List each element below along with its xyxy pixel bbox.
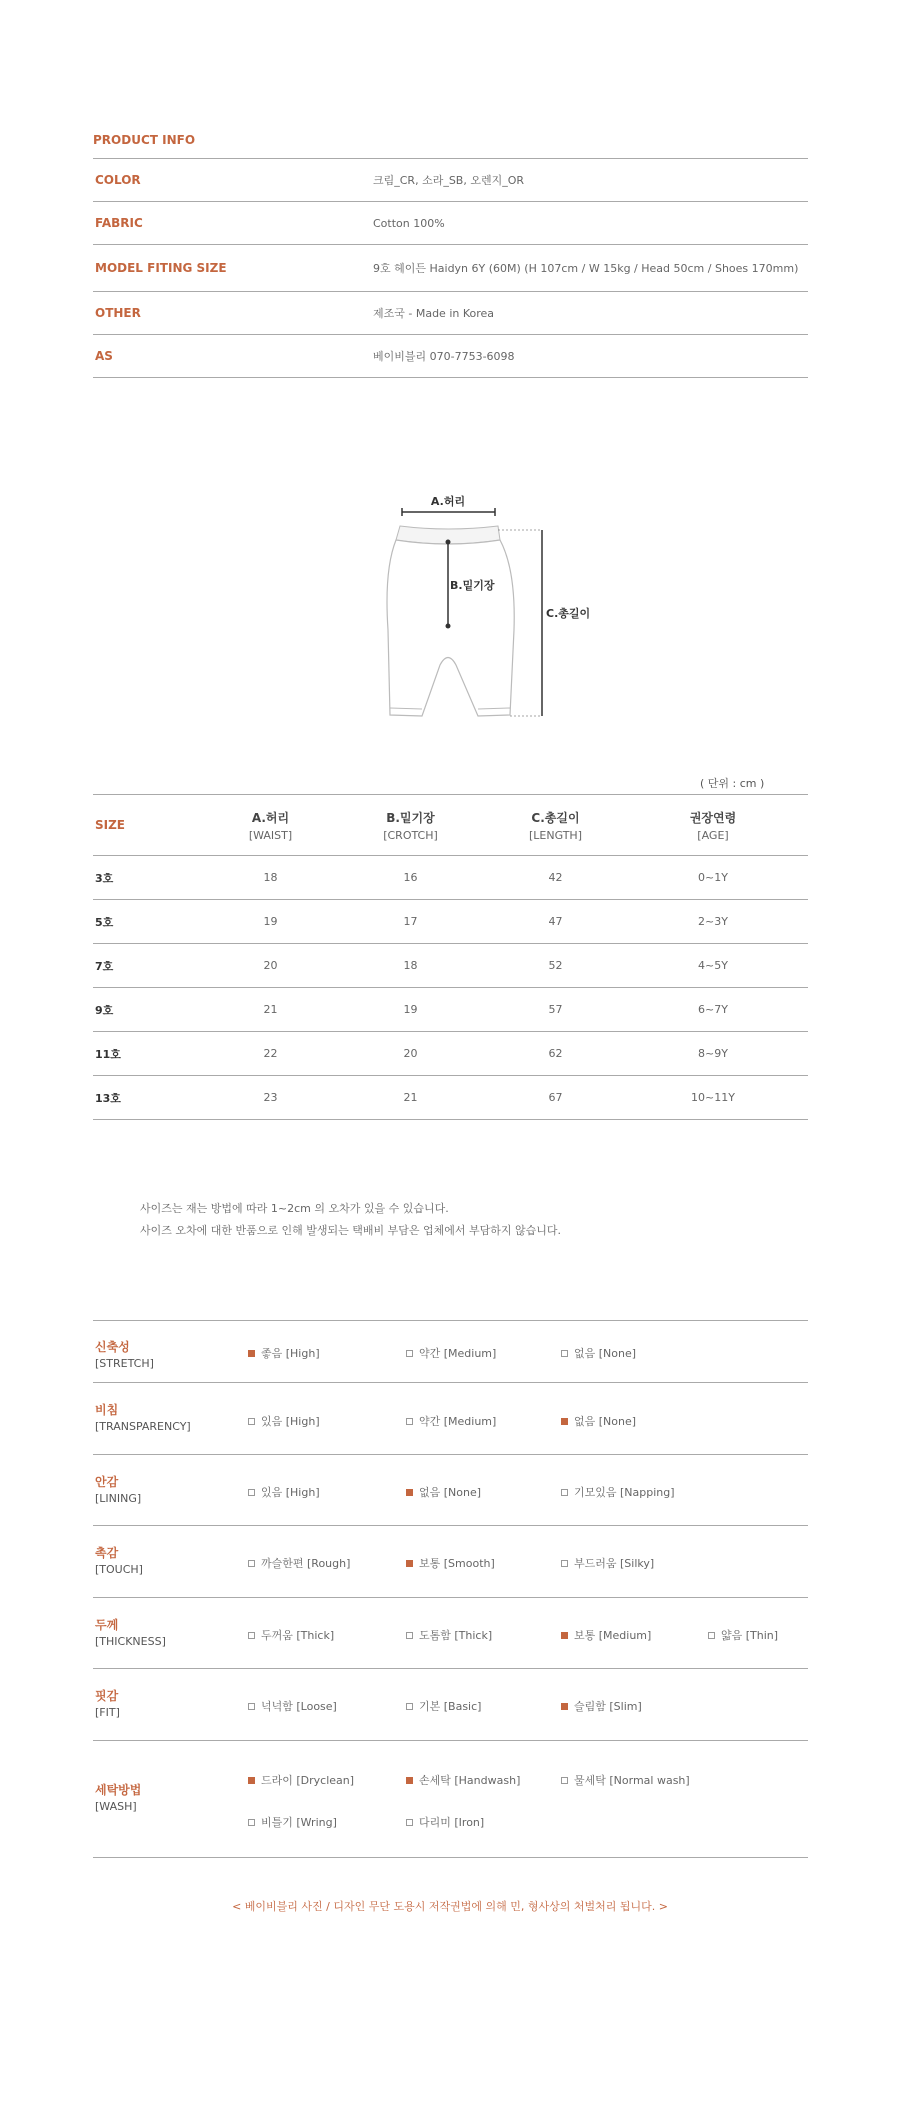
info-value: 크림_CR, 소라_SB, 오렌지_OR <box>373 174 525 187</box>
empty-square-icon <box>561 1489 568 1496</box>
attr-row-touch <box>93 1526 808 1598</box>
attr-option: 도톰함 [Thick] <box>406 1627 492 1643</box>
attr-option: 물세탁 [Normal wash] <box>561 1772 690 1788</box>
empty-square-icon <box>248 1819 255 1826</box>
info-row-other <box>93 292 808 335</box>
table-row: 3호 18 16 42 0~1Y <box>93 856 808 900</box>
attr-option: 비틀기 [Wring] <box>248 1814 337 1830</box>
attr-option: 보통 [Medium] <box>561 1627 651 1643</box>
table-row: 5호 19 17 47 2~3Y <box>93 900 808 944</box>
attr-option: 좋음 [High] <box>248 1345 320 1361</box>
checked-square-icon <box>561 1418 568 1425</box>
label-length: C.총길이 <box>546 607 591 620</box>
info-label: MODEL FITING SIZE <box>95 261 227 275</box>
empty-square-icon <box>406 1703 413 1710</box>
attr-row-stretch <box>93 1321 808 1383</box>
pants-cuffs <box>390 708 510 709</box>
attr-option: 없음 [None] <box>561 1345 636 1361</box>
attr-option: 부드러움 [Silky] <box>561 1555 654 1571</box>
info-row-model-size <box>93 245 808 292</box>
attr-label: 세탁방법 [WASH] <box>95 1783 142 1813</box>
product-info-title: PRODUCT INFO <box>93 125 808 159</box>
info-label: AS <box>95 349 113 363</box>
pants-measurement-diagram <box>370 490 600 730</box>
info-value: 제조국 - Made in Korea <box>373 307 495 320</box>
attr-option: 슬림함 [Slim] <box>561 1698 642 1714</box>
info-value: 베이비블리 070-7753-6098 <box>373 350 515 363</box>
attr-label: 촉감 [TOUCH] <box>95 1546 143 1576</box>
empty-square-icon <box>248 1632 255 1639</box>
attr-option: 두꺼움 [Thick] <box>248 1627 334 1643</box>
attr-option: 없음 [None] <box>406 1484 481 1500</box>
header-size: SIZE <box>95 818 126 832</box>
attr-row-thickness <box>93 1598 808 1669</box>
attr-option: 있음 [High] <box>248 1413 320 1429</box>
empty-square-icon <box>248 1703 255 1710</box>
attr-row-fit <box>93 1669 808 1741</box>
checked-square-icon <box>561 1632 568 1639</box>
crotch-measure-dot <box>446 624 451 629</box>
note-line: 사이즈 오차에 대한 반품으로 인해 발생되는 택배비 부담은 업체에서 부담하지 않습니다. <box>140 1224 561 1237</box>
label-waist: A.허리 <box>430 495 466 508</box>
pants-outline <box>387 540 514 716</box>
empty-square-icon <box>406 1632 413 1639</box>
header-length: C.총길이 [LENGTH] <box>528 810 582 842</box>
attr-option: 넉넉함 [Loose] <box>248 1698 337 1714</box>
attr-row-transparency <box>93 1383 808 1455</box>
product-info-section <box>93 125 808 378</box>
info-value: 9호 헤이든 Haidyn 6Y (60M) (H 107cm / W 15kg / Head 50cm / Shoes 170mm) <box>373 262 799 275</box>
attr-option: 있음 [High] <box>248 1484 320 1500</box>
table-row: 7호 20 18 52 4~5Y <box>93 944 808 988</box>
size-notes <box>140 1198 561 1242</box>
empty-square-icon <box>406 1418 413 1425</box>
attr-row-lining <box>93 1455 808 1526</box>
empty-square-icon <box>406 1350 413 1357</box>
attr-label: 두께 [THICKNESS] <box>95 1618 166 1648</box>
note-line: 사이즈는 재는 방법에 따라 1~2cm 의 오차가 있을 수 있습니다. <box>140 1202 449 1215</box>
copyright-notice: < 베이비블리 사진 / 디자인 무단 도용시 저작권법에 의해 민, 형사상의 처벌처리 됩니다. > <box>232 1900 668 1913</box>
checked-square-icon <box>248 1350 255 1357</box>
checked-square-icon <box>406 1560 413 1567</box>
checked-square-icon <box>561 1703 568 1710</box>
empty-square-icon <box>708 1632 715 1639</box>
info-value: Cotton 100% <box>373 216 445 230</box>
empty-square-icon <box>248 1418 255 1425</box>
attr-row-wash <box>93 1741 808 1858</box>
checked-square-icon <box>406 1489 413 1496</box>
attributes-section <box>93 1320 808 1858</box>
attr-option: 약간 [Medium] <box>406 1345 496 1361</box>
unit-label: ( 단위 : cm ) <box>700 777 765 790</box>
table-row: 11호 22 20 62 8~9Y <box>93 1032 808 1076</box>
attr-option: 약간 [Medium] <box>406 1413 496 1429</box>
attr-option: 기본 [Basic] <box>406 1698 481 1714</box>
attr-option: 없음 [None] <box>561 1413 636 1429</box>
attr-label: 비침 [TRANSPARENCY] <box>95 1403 191 1433</box>
info-label: COLOR <box>95 173 141 187</box>
label-crotch: B.밑기장 <box>450 579 495 592</box>
header-crotch: B.밑기장 [CROTCH] <box>383 810 438 842</box>
empty-square-icon <box>561 1560 568 1567</box>
size-table-header <box>93 794 808 856</box>
attr-label: 핏감 [FIT] <box>95 1689 120 1719</box>
attr-label: 신축성 [STRETCH] <box>95 1340 154 1370</box>
attr-option: 다리미 [Iron] <box>406 1814 484 1830</box>
info-row-color <box>93 159 808 202</box>
info-row-as <box>93 335 808 378</box>
attr-option: 손세탁 [Handwash] <box>406 1772 520 1788</box>
info-label: FABRIC <box>95 216 143 230</box>
attr-option: 드라이 [Dryclean] <box>248 1772 354 1788</box>
table-row: 9호 21 19 57 6~7Y <box>93 988 808 1032</box>
attr-option: 얇음 [Thin] <box>708 1627 778 1643</box>
size-table <box>93 794 808 1120</box>
table-row: 13호 23 21 67 10~11Y <box>93 1076 808 1120</box>
empty-square-icon <box>406 1819 413 1826</box>
attr-option: 까슬한편 [Rough] <box>248 1555 350 1571</box>
header-age: 권장연령 [AGE] <box>689 810 737 842</box>
empty-square-icon <box>561 1777 568 1784</box>
header-waist: A.허리 [WAIST] <box>248 810 293 842</box>
attr-option: 보통 [Smooth] <box>406 1555 495 1571</box>
empty-square-icon <box>248 1489 255 1496</box>
checked-square-icon <box>406 1777 413 1784</box>
info-label: OTHER <box>95 306 141 320</box>
attr-label: 안감 [LINING] <box>95 1475 142 1505</box>
info-row-fabric <box>93 202 808 245</box>
empty-square-icon <box>248 1560 255 1567</box>
attr-option: 기모있음 [Napping] <box>561 1484 675 1500</box>
crotch-measure-dot <box>446 540 451 545</box>
empty-square-icon <box>561 1350 568 1357</box>
checked-square-icon <box>248 1777 255 1784</box>
